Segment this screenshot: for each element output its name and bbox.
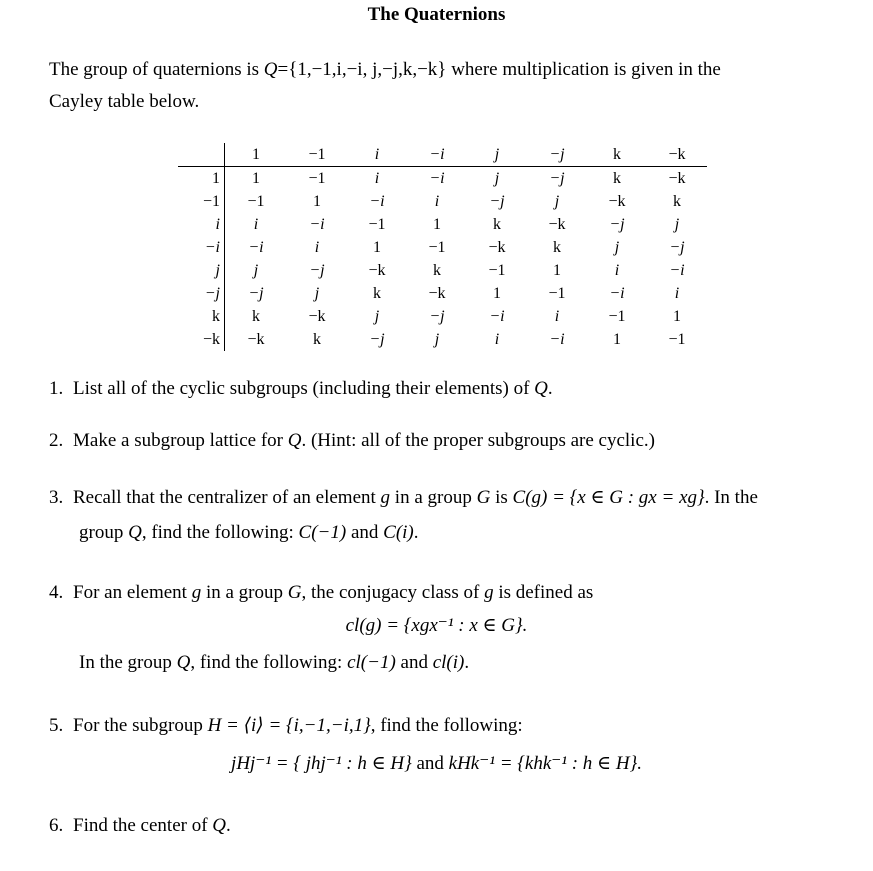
cayley-row-label: −j	[204, 285, 220, 302]
question-number: 4.	[49, 582, 64, 603]
question-text: is	[490, 487, 513, 508]
question-5-line-1	[49, 714, 523, 737]
cayley-cell: j	[374, 308, 380, 325]
cayley-row	[178, 305, 707, 328]
cayley-cell: k	[252, 308, 260, 325]
cayley-row	[178, 236, 707, 259]
cayley-cell: j	[253, 262, 259, 279]
cayley-cell: k	[613, 170, 621, 187]
cayley-row-label: −k	[202, 331, 220, 348]
cayley-cell: −k	[488, 239, 506, 256]
question-text: , find the following:	[370, 715, 523, 736]
question-text: . In the	[704, 487, 758, 508]
cayley-cell: j	[674, 216, 680, 233]
question-text: List all of the cyclic subgroups (including their elements) of	[73, 378, 535, 399]
conjugacy-formula: cl(g) = {xgx⁻¹ : x ∈ G}.	[345, 615, 528, 636]
conjugacy-i: cl(i)	[432, 652, 465, 673]
cayley-row	[178, 213, 707, 236]
cayley-cell: 1	[613, 331, 621, 348]
question-text: Recall that the centralizer of an element	[73, 487, 381, 508]
cayley-cell: −i	[609, 285, 625, 302]
question-6	[49, 815, 231, 837]
group-symbol: Q	[212, 815, 227, 836]
intro-text-post: where multiplication is given in the	[446, 59, 721, 80]
question-text: and	[411, 753, 449, 774]
question-text: , the conjugacy class of	[301, 582, 485, 603]
question-text-post: . (Hint: all of the proper subgroups are cyclic.)	[301, 430, 655, 451]
subgroup-H-formula: H = ⟨i⟩ = {i,−1,−i,1}	[207, 715, 371, 736]
cayley-cell: k	[673, 193, 681, 210]
cayley-cell: −j	[248, 285, 264, 302]
cayley-row-label: j	[215, 262, 220, 279]
cayley-cell: −j	[489, 193, 505, 210]
cayley-cell: −k	[668, 170, 686, 187]
cayley-header: −k	[668, 146, 686, 163]
cayley-cell: j	[494, 170, 500, 187]
cayley-cell: 1	[252, 170, 260, 187]
question-text: in a group	[390, 487, 477, 508]
cayley-header: k	[613, 146, 621, 163]
question-number: 6.	[49, 815, 64, 836]
var-g: g	[484, 582, 494, 603]
cayley-cell: 1	[673, 308, 681, 325]
question-5-line-2	[0, 752, 873, 775]
cayley-cell: −j	[669, 239, 685, 256]
cayley-cell: −1	[608, 308, 626, 325]
coset-jHj-formula: jHj⁻¹ = { jhj⁻¹ : h ∈ H}	[231, 753, 412, 774]
var-G: G	[476, 487, 491, 508]
question-text: and	[395, 652, 433, 673]
cayley-header-row	[178, 143, 707, 167]
cayley-cell: i	[314, 239, 320, 256]
question-text: , find the following:	[190, 652, 348, 673]
cayley-row	[178, 190, 707, 213]
intro-text: The group of quaternions is	[49, 59, 264, 80]
var-G: G	[287, 582, 302, 603]
question-text: in a group	[201, 582, 288, 603]
cayley-row-label: −1	[202, 193, 220, 210]
cayley-header: i	[374, 146, 380, 163]
cayley-cell: −i	[309, 216, 325, 233]
question-1	[49, 378, 553, 400]
cayley-cell: k	[433, 262, 441, 279]
cayley-cell: i	[253, 216, 259, 233]
question-number: 1.	[49, 378, 64, 399]
cayley-cell: i	[674, 285, 680, 302]
cayley-cell: −1	[488, 262, 506, 279]
question-4-line-3	[79, 652, 469, 674]
question-3-line-1	[49, 486, 758, 509]
question-number: 5.	[49, 715, 64, 736]
cayley-cell: −i	[248, 239, 264, 256]
question-text: For an element	[73, 582, 192, 603]
cayley-cell: i	[374, 170, 380, 187]
cayley-cell: k	[313, 331, 321, 348]
centralizer-formula: C(g) = {x ∈ G : gx = xg}	[512, 487, 705, 508]
cayley-cell: i	[614, 262, 620, 279]
cayley-cell: 1	[553, 262, 561, 279]
question-4-line-1	[49, 582, 593, 604]
question-text: , find the following:	[141, 522, 299, 543]
group-symbol: Q	[534, 378, 548, 399]
cayley-row	[178, 282, 707, 305]
var-g: g	[380, 487, 391, 508]
cayley-cell: j	[434, 331, 440, 348]
cayley-table	[178, 143, 707, 351]
group-set: ={1,−1,i,−i, j,−j,k,−k}	[277, 59, 447, 80]
question-text: Make a subgroup lattice for	[73, 430, 288, 451]
question-text-post: .	[547, 378, 553, 399]
cayley-cell: j	[554, 193, 560, 210]
cayley-cell: −k	[308, 308, 326, 325]
cayley-cell: −i	[549, 331, 565, 348]
cayley-row-label: −i	[204, 239, 220, 256]
question-text-post: .	[226, 815, 231, 836]
coset-kHk-formula: kHk⁻¹ = {khk⁻¹ : h ∈ H}.	[448, 753, 642, 774]
group-symbol: Q	[287, 430, 302, 451]
question-text: For the subgroup	[73, 715, 208, 736]
group-symbol: Q	[128, 522, 142, 543]
cayley-cell: −j	[549, 170, 565, 187]
cayley-cell: 1	[373, 239, 381, 256]
centralizer-minus-one: C(−1)	[298, 522, 347, 543]
cayley-cell: 1	[493, 285, 501, 302]
cayley-cell: k	[553, 239, 561, 256]
cayley-cell: k	[493, 216, 501, 233]
cayley-header: 1	[252, 146, 260, 163]
question-text: .	[464, 652, 470, 673]
group-symbol: Q	[176, 652, 191, 673]
cayley-cell: −j	[309, 262, 325, 279]
cayley-cell: −k	[247, 331, 265, 348]
cayley-cell: −1	[368, 216, 386, 233]
question-number: 2.	[49, 430, 64, 451]
question-text: group	[79, 522, 129, 543]
intro-line-1	[49, 54, 721, 86]
cayley-row	[178, 328, 707, 351]
cayley-cell: −j	[369, 331, 385, 348]
cayley-header: −i	[429, 146, 445, 163]
cayley-cell: i	[434, 193, 440, 210]
var-g: g	[191, 582, 202, 603]
cayley-cell: i	[554, 308, 560, 325]
intro-line-2: Cayley table below.	[49, 91, 200, 112]
question-2	[49, 430, 655, 452]
cayley-cell: −j	[429, 308, 445, 325]
cayley-cell: −1	[308, 170, 326, 187]
cayley-cell: j	[314, 285, 320, 302]
cayley-row	[178, 167, 707, 191]
cayley-cell: −i	[669, 262, 685, 279]
cayley-row	[178, 259, 707, 282]
question-text: and	[346, 522, 384, 543]
group-symbol: Q	[263, 59, 278, 80]
cayley-cell: −i	[489, 308, 505, 325]
cayley-cell: −1	[548, 285, 566, 302]
cayley-cell: i	[494, 331, 500, 348]
question-text: Find the center of	[73, 815, 213, 836]
question-number: 3.	[49, 487, 64, 508]
cayley-cell: −j	[609, 216, 625, 233]
cayley-cell: j	[614, 239, 620, 256]
cayley-cell: −1	[428, 239, 446, 256]
cayley-cell: −1	[247, 193, 265, 210]
cayley-header: −j	[549, 146, 565, 163]
cayley-cell: −k	[548, 216, 566, 233]
cayley-cell: −k	[608, 193, 626, 210]
cayley-cell: −k	[428, 285, 446, 302]
cayley-header: j	[494, 146, 500, 163]
question-text: is defined as	[493, 582, 594, 603]
cayley-header: −1	[308, 146, 326, 163]
cayley-corner	[178, 143, 225, 167]
cayley-cell: −i	[429, 170, 445, 187]
question-text: .	[413, 522, 419, 543]
cayley-cell: −1	[668, 331, 686, 348]
cayley-cell: −k	[368, 262, 386, 279]
cayley-cell: 1	[433, 216, 441, 233]
question-3-line-2	[79, 522, 419, 544]
cayley-cell: k	[373, 285, 381, 302]
centralizer-i: C(i)	[383, 522, 414, 543]
page-title: The Quaternions	[367, 4, 506, 25]
cayley-cell: −i	[369, 193, 385, 210]
conjugacy-minus-one: cl(−1)	[347, 652, 396, 673]
cayley-row-label: 1	[212, 170, 220, 187]
question-text: In the group	[79, 652, 177, 673]
cayley-row-label: i	[215, 216, 220, 233]
cayley-cell: 1	[313, 193, 321, 210]
cayley-row-label: k	[212, 308, 220, 325]
